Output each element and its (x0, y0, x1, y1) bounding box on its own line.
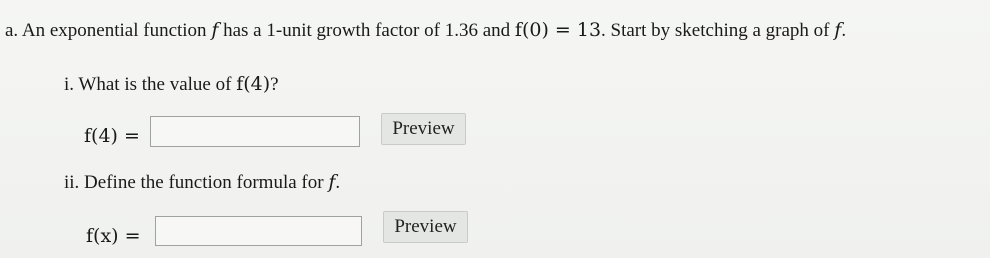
part-a-mid: has a 1-unit growth factor of 1.36 and (223, 20, 511, 41)
preview-ii-button[interactable]: Preview (383, 211, 468, 243)
part-a-end: . (841, 20, 847, 41)
answer-i-label: f(4) = (84, 125, 140, 147)
answer-ii-input[interactable] (155, 216, 362, 246)
question-ii-prefix: ii. Define the function formula for (64, 172, 324, 193)
question-i-prefix: i. What is the value of (64, 74, 232, 95)
function-name: f (211, 19, 219, 41)
part-a-prefix: a. An exponential function (5, 20, 207, 41)
question-i-suffix: ? (270, 74, 279, 95)
question-ii-suffix: . (335, 172, 341, 193)
answer-ii-label: f(x) = (86, 225, 141, 247)
question-ii-function-name: f (328, 171, 336, 193)
initial-value-expression: f(0) = 13 (514, 19, 602, 41)
answer-i-input[interactable] (150, 116, 360, 147)
preview-i-button[interactable]: Preview (381, 113, 466, 145)
part-a-suffix: . Start by sketching a graph of (601, 20, 830, 41)
part-a-statement (5, 18, 846, 43)
question-i-expression: f(4) (236, 73, 271, 95)
function-name-end: f (834, 19, 842, 41)
question-i (64, 72, 279, 97)
question-ii (64, 170, 340, 195)
